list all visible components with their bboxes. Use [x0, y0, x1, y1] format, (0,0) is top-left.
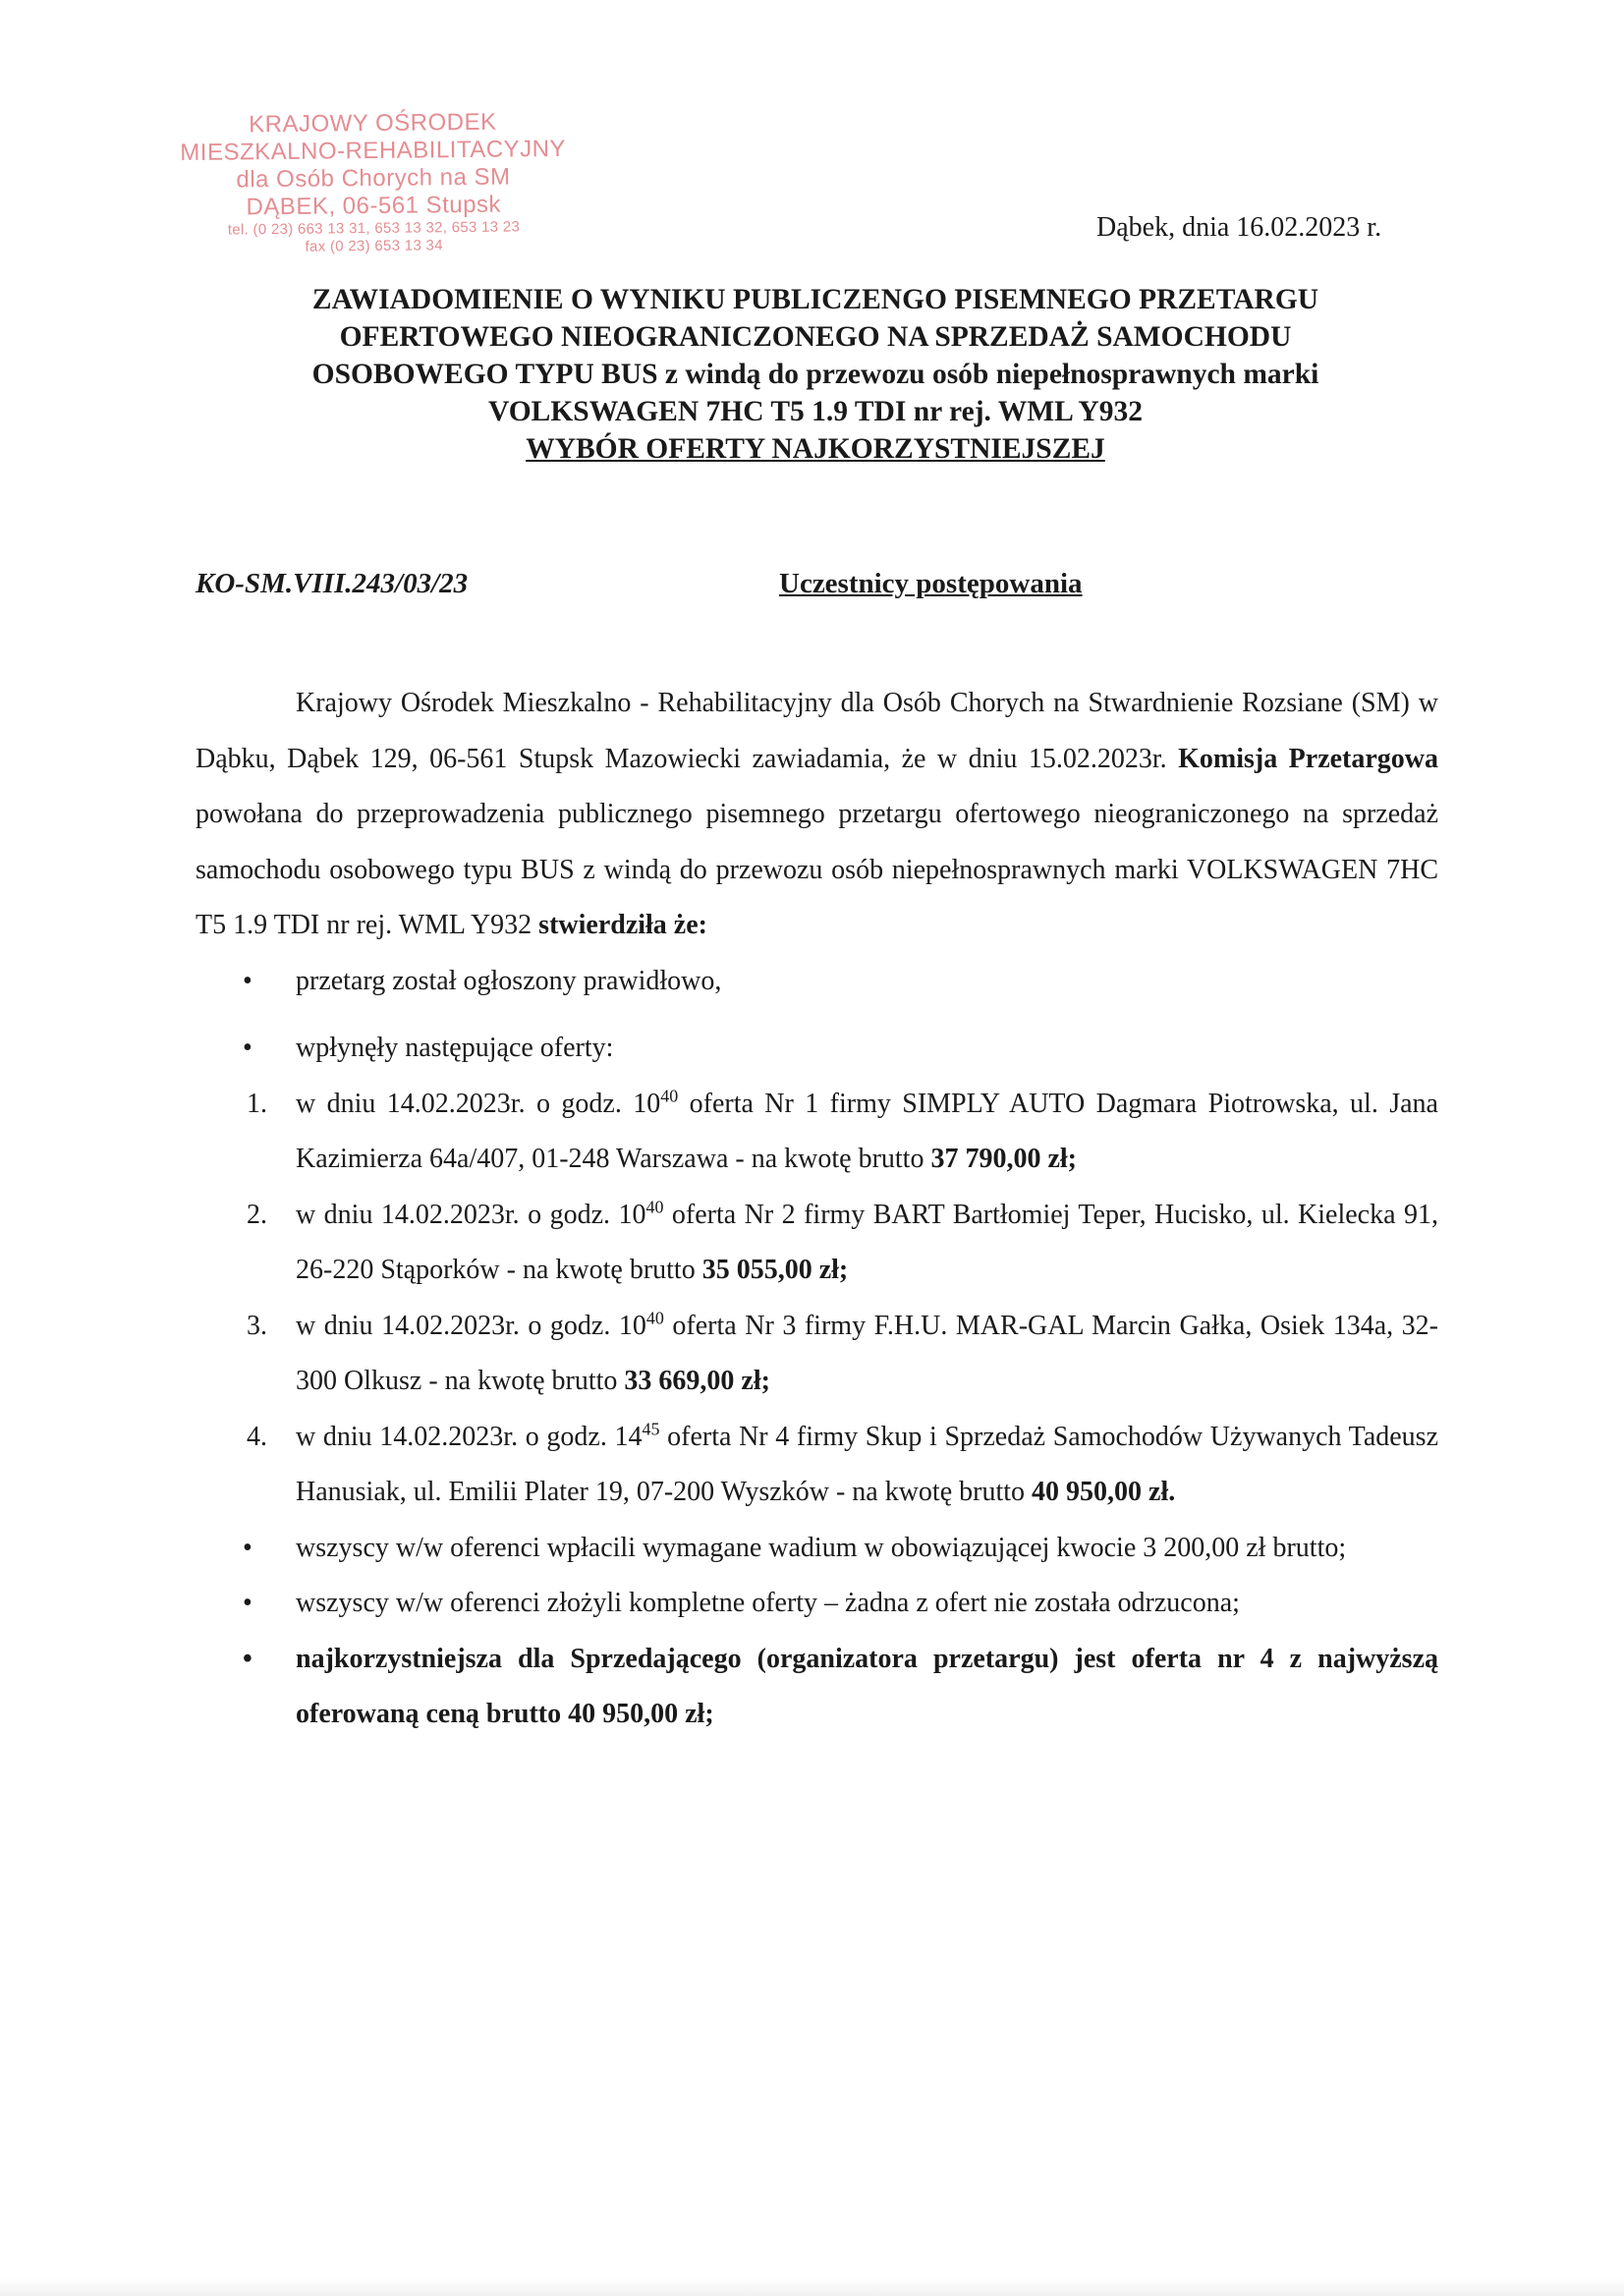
scan-edge — [0, 2277, 1624, 2296]
offer-number: 4. — [247, 1421, 267, 1452]
intro-text: powołana do przeprowadzenia publicznego pisemnego przetargu ofertowego nieograniczonego na sprzedaż samochodu osobowego typu BUS z windą do przewozu osób niepełnosprawnych marki VOLKSWAGEN 7HC T5 1.9 TDI nr rej. WML Y932 — [196, 799, 1438, 940]
document-date: Dąbek, dnia 16.02.2023 r. — [1096, 212, 1382, 243]
list-item: • wpłynęły następujące oferty: — [196, 1021, 1438, 1077]
stamp-line: MIESZKALNO-REHABILITACYJNY — [180, 135, 567, 167]
offer-time-sup: 40 — [645, 1197, 664, 1217]
offer-item — [196, 1299, 1438, 1410]
offer-text: w dniu 14.02.2023r. o godz. 10 — [296, 1088, 661, 1119]
offer-text: w dniu 14.02.2023r. o godz. 14 — [296, 1421, 643, 1452]
offer-text: oferta Nr 4 firmy Skup i Sprzedaż Samochodów Używanych Tadeusz Hanusiak, ul. Emilii Plater 19, 07-200 Wyszków - na kwotę brutto — [296, 1421, 1438, 1507]
title-line: OFERTOWEGO NIEOGRANICZONEGO NA SPRZEDAŻ SAMOCHODU — [339, 321, 1292, 353]
stamp-line: fax (0 23) 653 13 34 — [305, 237, 443, 255]
title-line: ZAWIADOMIENIE O WYNIKU PUBLICZENGO PISEMNEGO PRZETARGU — [311, 284, 1319, 315]
offer-amount: 33 669,00 zł; — [624, 1366, 770, 1396]
intro-paragraph — [196, 676, 1438, 954]
offer-amount: 37 790,00 zł; — [930, 1144, 1077, 1174]
title-line: OSOBOWEGO TYPU BUS z windą do przewozu osób niepełnosprawnych marki — [311, 359, 1319, 390]
stamp-line: dla Osób Chorych na SM — [236, 163, 511, 194]
offer-text: oferta Nr 3 firmy F.H.U. MAR-GAL Marcin Gałka, Osiek 134a, 32-300 Olkusz - na kwotę brutto — [296, 1310, 1438, 1396]
stamp-line: tel. (0 23) 663 13 31, 653 13 32, 653 13 23 — [227, 218, 521, 239]
offer-amount: 35 055,00 zł; — [701, 1255, 849, 1285]
offer-number: 2. — [247, 1199, 267, 1230]
offer-amount: 40 950,00 zł. — [1032, 1477, 1176, 1507]
list-item: • wszyscy w/w oferenci złożyli kompletne oferty – żadna z ofert nie została odrzucona; — [196, 1576, 1438, 1632]
offer-time-sup: 40 — [660, 1086, 679, 1106]
red-stamp — [137, 107, 610, 257]
offer-text: oferta Nr 2 firmy BART Bartłomiej Teper, Hucisko, ul. Kielecka 91, 26-220 Stąporków - na kwotę brutto — [296, 1199, 1438, 1285]
stamp-line: KRAJOWY OŚRODEK — [249, 108, 497, 139]
offer-time-sup: 45 — [642, 1419, 660, 1439]
list-item: • najkorzystniejsza dla Sprzedającego (organizatora przetargu) jest oferta nr 4 z najwyższą oferowaną ceną brutto 40 950,00 zł; — [196, 1632, 1438, 1743]
offer-time-sup: 40 — [645, 1308, 664, 1328]
offer-item — [196, 1410, 1438, 1521]
section-heading: Uczestnicy postępowania — [779, 568, 1083, 599]
stamp-line: DĄBEK, 06-561 Stupsk — [246, 191, 502, 221]
offer-number: 3. — [247, 1310, 267, 1341]
offer-item — [196, 1188, 1438, 1299]
intro-text: Krajowy Ośrodek Mieszkalno - Rehabilitacyjny dla Osób Chorych na Stwardnienie Rozsiane (SM) w Dąbku, Dąbek 129, 06-561 Stupsk Mazowiecki zawiadamia, że w dniu 15.02.2023r. — [196, 688, 1438, 774]
reference-number: KO-SM.VIII.243/03/23 — [196, 568, 469, 599]
list-item: • przetarg został ogłoszony prawidłowo, — [196, 954, 1438, 1010]
intro-bold: Komisja Przetargowa — [1178, 743, 1439, 774]
document-body — [196, 676, 1438, 1743]
document-title — [196, 281, 1434, 468]
offer-text: w dniu 14.02.2023r. o godz. 10 — [296, 1199, 646, 1230]
offer-text: oferta Nr 1 firmy SIMPLY AUTO Dagmara Piotrowska, ul. Jana Kazimierza 64a/407, 01-248 Warszawa - na kwotę brutto — [296, 1088, 1438, 1174]
list-item: • wszyscy w/w oferenci wpłacili wymagane wadium w obowiązującej kwocie 3 200,00 zł brutto; — [196, 1521, 1438, 1577]
title-line: VOLKSWAGEN 7HC T5 1.9 TDI nr rej. WML Y932 — [488, 396, 1143, 427]
offer-item — [196, 1077, 1438, 1188]
intro-bold: stwierdziła że: — [538, 910, 707, 940]
offer-text: w dniu 14.02.2023r. o godz. 10 — [296, 1310, 646, 1341]
title-line: WYBÓR OFERTY NAJKORZYSTNIEJSZEJ — [526, 433, 1105, 465]
offer-number: 1. — [247, 1088, 267, 1119]
